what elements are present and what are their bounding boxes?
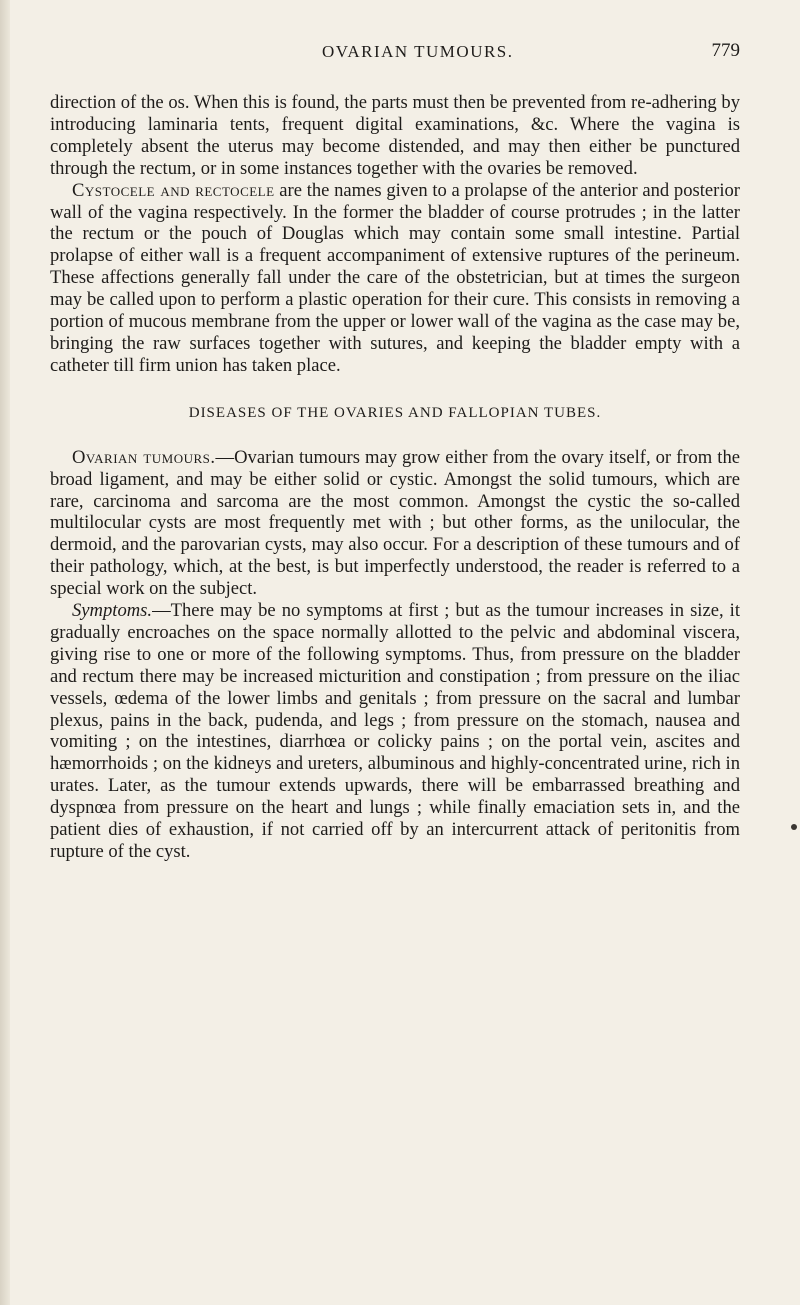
- running-title: OVARIAN TUMOURS.: [322, 42, 514, 61]
- paragraph-text: are the names given to a prolapse of the anterior and posterior wall of the vagina respectively. In the former the bladder of course protrudes ; in the latter the rectum or the pouch of Douglas which may contain some small intestine. Partial prolapse of either wall is a frequent accompaniment of extensive ruptures of the perineum. These affections generally fall under the care of the obstetrician, but at times the surgeon may be called upon to perform a plastic operation for their cure. This consists in removing a portion of mucous membrane from the upper or lower wall of the vagina as the case may be, bringing the raw surfaces together with sutures, and keeping the bladder empty with a catheter till firm union has taken place.: [50, 179, 740, 376]
- paragraph-lead: Cystocele and rectocele: [72, 179, 275, 201]
- paragraph-text: —There may be no symptoms at first ; but as the tumour increases in size, it gradually encroaches on the space normally allotted to the pelvic and abdominal viscera, giving rise to one or more of the following symptoms. Thus, from pressure on the bladder and rectum there may be increased micturition and constipation ; from pressure on the iliac vessels, œdema of the lower limbs and genitals ; from pressure on the sacral and lumbar plexus, pains in the back, pudenda, and legs ; from pressure on the stomach, nausea and vomiting ; on the intestines, diarrhœa or colicky pains ; on the portal vein, ascites and hæmorrhoids ; on the kidneys and ureters, albuminous and highly-concentrated urine, rich in urates. Later, as the tumour extends upwards, there will be embarrassed breathing and dyspnœa from pressure on the heart and lungs ; while finally emaciation sets in, and the patient dies of exhaustion, if not carried off by an intercurrent attack of peritonitis from rupture of the cyst.: [50, 600, 740, 862]
- page-gutter: [0, 0, 10, 1305]
- paragraph-text: —Ovarian tumours may grow either from the ovary itself, or from the broad ligament, and may be either solid or cystic. Amongst the solid tumours, which are rare, carcinoma and sarcoma are the most common. Amongst the cystic the so-called multilocular cysts are most frequently met with ; but other forms, as the unilocular, the dermoid, and the parovarian cysts, may also occur. For a description of these tumours and of their pathology, which, at the best, is but imperfectly understood, the reader is referred to a special work on the subject.: [50, 446, 740, 600]
- paragraph-symptoms: [50, 600, 740, 863]
- margin-mark: [791, 824, 797, 830]
- paragraph-ovarian-tumours: [50, 447, 740, 600]
- paragraph-lead: Ovarian tumours.: [72, 446, 216, 468]
- running-head: [50, 26, 740, 66]
- paragraph-cystocele: [50, 180, 740, 377]
- book-page: [50, 0, 740, 863]
- section-heading: DISEASES OF THE OVARIES AND FALLOPIAN TUBES.: [188, 404, 602, 421]
- body-text: [50, 92, 740, 863]
- page-number: 779: [711, 40, 740, 61]
- paragraph-text: direction of the os. When this is found, the parts must then be prevented from re-adhering by introducing laminaria tents, frequent digital examinations, &c. Where the vagina is completely absent the uterus may become distended, and may then either be punctured through the rectum, or in some instances together with the ovaries be removed.: [50, 92, 740, 179]
- paragraph-lead: Symptoms.: [72, 600, 153, 622]
- paragraph-continuation: [50, 92, 740, 180]
